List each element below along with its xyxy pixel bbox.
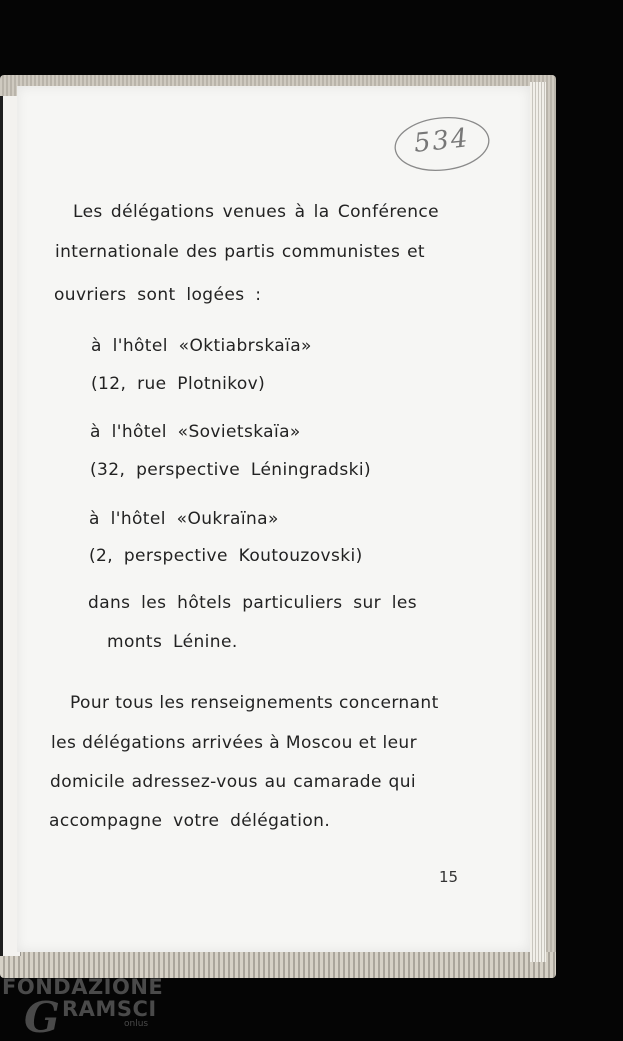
info-line-3: domicile adressez-vous au camarade qui xyxy=(50,772,416,792)
hotel-2-address: (32, perspective Léningradski) xyxy=(90,460,372,480)
info-line-1: Pour tous les renseignements concernant xyxy=(70,693,439,713)
hotel-3-name: à l'hôtel «Oukraïna» xyxy=(89,509,279,529)
private-hotels-line-2: monts Lénine. xyxy=(107,632,238,652)
fondazione-gramsci-watermark xyxy=(0,975,164,1041)
page-edges xyxy=(530,82,546,962)
hotel-2-name: à l'hôtel «Sovietskaïa» xyxy=(90,422,301,442)
book-page xyxy=(17,86,530,952)
info-line-2: les délégations arrivées à Moscou et leur xyxy=(51,733,417,753)
watermark-initial: G xyxy=(24,993,60,1041)
hotel-1-name: à l'hôtel «Oktiabrskaïa» xyxy=(91,336,312,356)
handwritten-number: 534 xyxy=(412,123,471,159)
hotel-3-address: (2, perspective Koutouzovski) xyxy=(89,546,363,566)
page-number: 15 xyxy=(439,868,459,886)
intro-line-3: ouvriers sont logées : xyxy=(54,285,262,305)
watermark-line-2: RAMSCI xyxy=(62,997,157,1021)
watermark-line-1: FONDAZIONE xyxy=(2,975,164,999)
private-hotels-line-1: dans les hôtels particuliers sur les xyxy=(88,593,417,613)
hotel-1-address: (12, rue Plotnikov) xyxy=(91,374,266,394)
intro-line-1: Les délégations venues à la Conférence xyxy=(73,202,439,222)
intro-line-2: internationale des partis communistes et xyxy=(55,242,425,262)
watermark-suffix: onlus xyxy=(124,1019,149,1029)
handwritten-annotation xyxy=(389,109,495,179)
info-line-4: accompagne votre délégation. xyxy=(49,811,331,831)
